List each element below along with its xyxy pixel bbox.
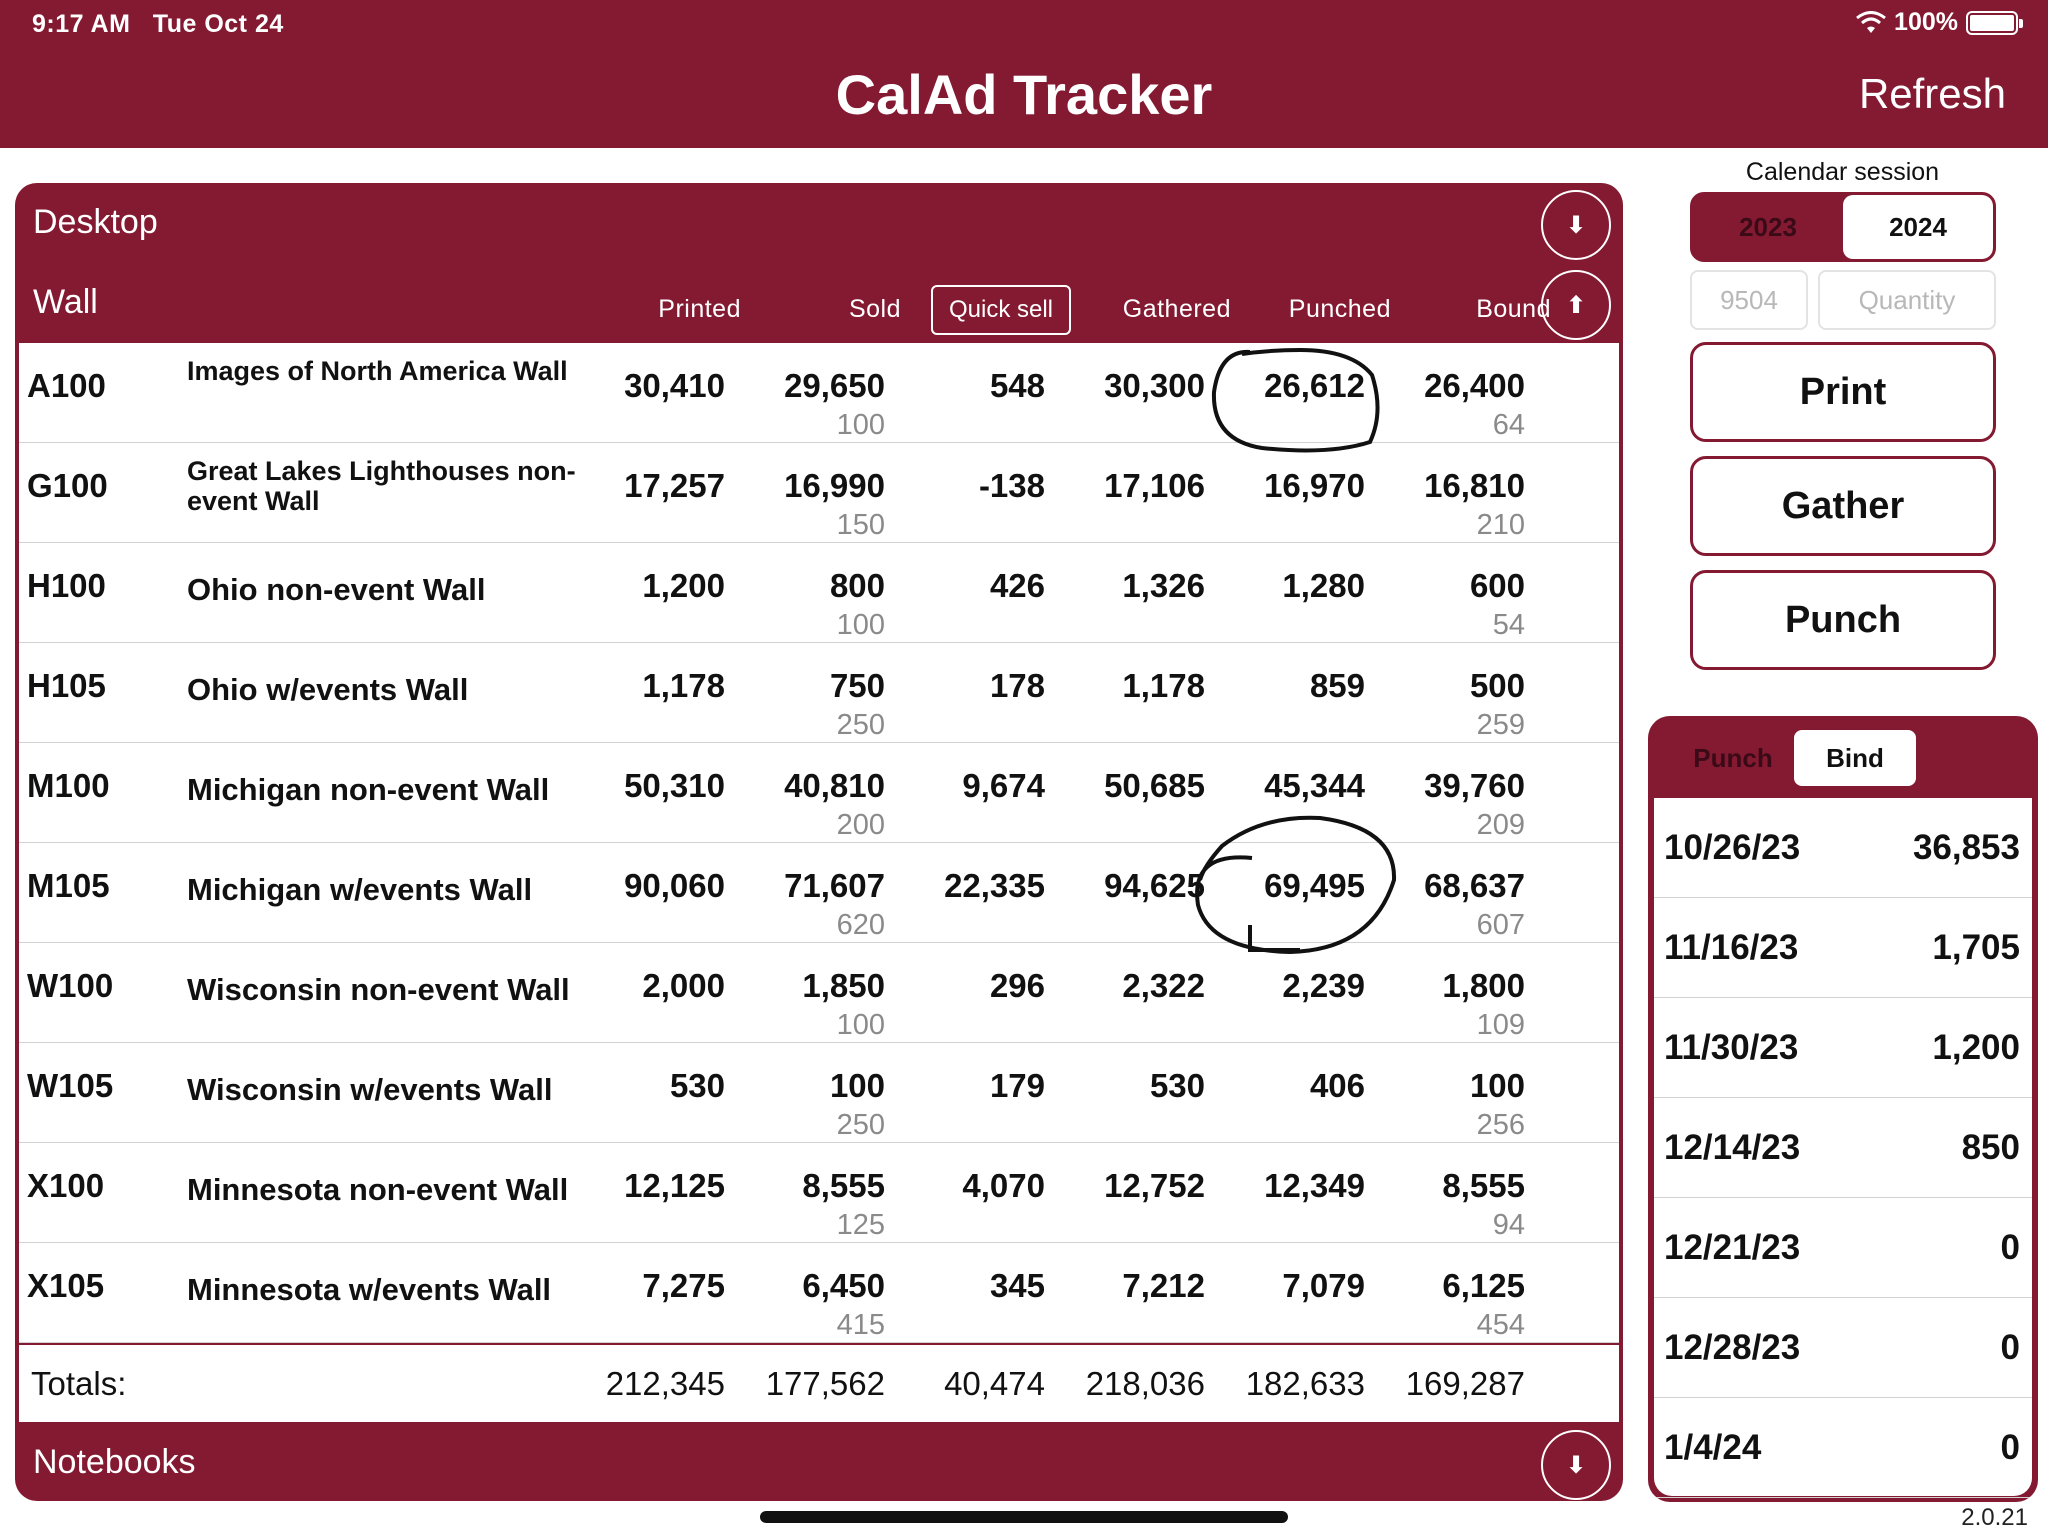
cell-bound: 6,125	[1442, 1267, 1525, 1304]
cell-sold-subvalue: 125	[836, 1209, 885, 1241]
product-name: Michigan non-event Wall	[187, 772, 550, 807]
cell-sold: 6,450	[802, 1267, 885, 1304]
cell-punched: 859	[1309, 667, 1365, 704]
section-title-notebooks: Notebooks	[33, 1443, 196, 1481]
cell-bound: 39,760	[1424, 767, 1525, 804]
cell-sold-subvalue: 150	[836, 509, 885, 541]
cell-bound-subvalue: 607	[1476, 909, 1525, 941]
arrow-down-icon[interactable]: ⬇	[1541, 190, 1611, 260]
cell-gathered: 30,300	[1104, 367, 1205, 404]
cell-punched: 69,495	[1264, 867, 1365, 904]
product-name: Ohio w/events Wall	[187, 672, 469, 707]
history-date: 12/21/23	[1664, 1228, 1801, 1267]
cell-sold: 71,607	[784, 867, 885, 904]
history-list	[1654, 798, 2032, 1496]
product-name: Images of North America Wall	[187, 356, 568, 386]
product-code: X105	[27, 1267, 105, 1304]
cell-gathered: 1,178	[1122, 667, 1205, 704]
history-row[interactable]	[1654, 1098, 2032, 1198]
wall-table	[19, 343, 1619, 1343]
cell-printed: 2,000	[642, 967, 725, 1004]
history-value: 0	[2000, 1428, 2020, 1467]
cell-sold: 29,650	[784, 367, 885, 404]
cell-punched: 7,079	[1282, 1267, 1365, 1304]
history-card	[1648, 716, 2038, 1502]
status-bar-right	[1856, 8, 2018, 37]
cell-gathered: 50,685	[1104, 767, 1205, 804]
history-tabs	[1652, 730, 1916, 786]
cell-bound: 1,800	[1442, 967, 1525, 1004]
cell-bound-subvalue: 54	[1492, 609, 1525, 641]
arrow-down-icon[interactable]: ⬇	[1541, 1430, 1611, 1500]
cell-bound-subvalue: 64	[1492, 409, 1525, 441]
total-gathered: 218,036	[1085, 1365, 1205, 1402]
cell-bound-subvalue: 209	[1476, 809, 1525, 841]
product-name: Great Lakes Lighthouses non-event Wall	[187, 456, 576, 516]
column-gathered: Gathered	[1122, 295, 1231, 323]
product-name: Wisconsin w/events Wall	[187, 1072, 553, 1107]
wifi-icon	[1856, 11, 1886, 35]
history-row[interactable]	[1654, 798, 2032, 898]
cell-sold-subvalue: 250	[836, 709, 885, 741]
cell-sold: 8,555	[802, 1167, 885, 1204]
table-row[interactable]	[19, 543, 1619, 643]
table-row[interactable]	[19, 943, 1619, 1043]
cell-sold: 1,850	[802, 967, 885, 1004]
year-2023-tab[interactable]: 2023	[1739, 211, 1797, 242]
cell-sold: 40,810	[784, 767, 885, 804]
battery-icon	[1966, 11, 2018, 35]
totals-label: Totals:	[31, 1365, 127, 1402]
cell-sold-subvalue: 620	[836, 909, 885, 941]
home-indicator	[760, 1511, 1288, 1523]
cell-quick: 4,070	[962, 1167, 1045, 1204]
cell-quick: 179	[989, 1067, 1045, 1104]
product-card	[15, 183, 1623, 1501]
cell-bound: 16,810	[1424, 467, 1525, 504]
history-value: 0	[2000, 1328, 2020, 1367]
history-row[interactable]	[1654, 1298, 2032, 1398]
cell-gathered: 17,106	[1104, 467, 1205, 504]
cell-quick: 426	[989, 567, 1045, 604]
total-printed: 212,345	[605, 1365, 725, 1402]
cell-quick: 548	[989, 367, 1045, 404]
product-code: W100	[27, 967, 114, 1004]
product-code: W105	[27, 1067, 114, 1104]
product-name: Wisconsin non-event Wall	[187, 972, 570, 1007]
product-code: X100	[27, 1167, 105, 1204]
product-code: H105	[27, 667, 106, 704]
cell-punched: 16,970	[1264, 467, 1365, 504]
product-code: H100	[27, 567, 106, 604]
tab-bind[interactable]: Bind	[1794, 730, 1916, 786]
total-sold: 177,562	[765, 1365, 885, 1402]
history-row[interactable]	[1654, 1198, 2032, 1298]
total-quick-sell: 40,474	[944, 1365, 1045, 1402]
history-date: 12/14/23	[1664, 1128, 1801, 1167]
cell-printed: 1,200	[642, 567, 725, 604]
history-row[interactable]	[1654, 998, 2032, 1098]
cell-quick: 178	[989, 667, 1045, 704]
cell-bound-subvalue: 94	[1492, 1209, 1525, 1241]
table-row[interactable]	[19, 1143, 1619, 1243]
history-row[interactable]	[1654, 898, 2032, 998]
cell-bound-subvalue: 256	[1476, 1109, 1525, 1141]
punch-button[interactable]: Punch	[1690, 570, 1996, 670]
cell-gathered: 1,326	[1122, 567, 1205, 604]
cell-printed: 12,125	[624, 1167, 725, 1204]
cell-bound-subvalue: 109	[1476, 1009, 1525, 1041]
cell-bound-subvalue: 259	[1476, 709, 1525, 741]
cell-quick: -138	[978, 467, 1045, 504]
status-date: Tue Oct 24	[152, 10, 284, 38]
cell-bound: 100	[1469, 1067, 1525, 1104]
history-date: 11/30/23	[1664, 1028, 1799, 1067]
cell-gathered: 12,752	[1104, 1167, 1205, 1204]
column-printed: Printed	[658, 295, 741, 323]
table-row[interactable]	[19, 743, 1619, 843]
cell-printed: 1,178	[642, 667, 725, 704]
status-bar-clock	[32, 10, 284, 39]
table-row[interactable]	[19, 1243, 1619, 1343]
history-date: 11/16/23	[1664, 928, 1799, 967]
totals-row	[19, 1343, 1619, 1422]
cell-sold-subvalue: 100	[836, 1009, 885, 1041]
column-bound: Bound	[1476, 295, 1551, 323]
cell-printed: 530	[669, 1067, 725, 1104]
product-code: M105	[27, 867, 110, 904]
year-selector	[1690, 192, 1996, 262]
cell-punched: 26,612	[1264, 367, 1365, 404]
total-bound: 169,287	[1405, 1365, 1525, 1402]
status-time: 9:17 AM	[32, 10, 131, 38]
cell-printed: 7,275	[642, 1267, 725, 1304]
tab-punch[interactable]: Punch	[1693, 742, 1773, 773]
cell-gathered: 94,625	[1104, 867, 1205, 904]
product-name: Minnesota non-event Wall	[187, 1172, 569, 1207]
cell-printed: 30,410	[624, 367, 725, 404]
cell-bound: 500	[1469, 667, 1525, 704]
history-row[interactable]	[1654, 1398, 2032, 1498]
cell-sold-subvalue: 415	[836, 1309, 885, 1341]
total-punched: 182,633	[1245, 1365, 1365, 1402]
product-name: Ohio non-event Wall	[187, 572, 486, 607]
battery-percent: 100%	[1894, 8, 1958, 36]
table-row[interactable]	[19, 1043, 1619, 1143]
history-value: 0	[2000, 1228, 2020, 1267]
product-name: Michigan w/events Wall	[187, 872, 533, 907]
cell-quick: 296	[989, 967, 1045, 1004]
cell-sold-subvalue: 100	[836, 409, 885, 441]
table-row[interactable]	[19, 343, 1619, 443]
column-sold: Sold	[848, 295, 901, 323]
year-2024-tab[interactable]: 2024	[1843, 195, 1993, 259]
history-value: 850	[1961, 1128, 2020, 1167]
table-row[interactable]	[19, 643, 1619, 743]
history-value: 1,705	[1932, 928, 2020, 967]
cell-sold: 16,990	[784, 467, 885, 504]
section-title-wall: Wall	[33, 283, 98, 321]
product-code: G100	[27, 467, 108, 504]
app-title: CalAd Tracker	[835, 63, 1213, 126]
product-code: A100	[27, 367, 106, 404]
cell-sold-subvalue: 100	[836, 609, 885, 641]
print-button[interactable]: Print	[1690, 342, 1996, 442]
cell-printed: 17,257	[624, 467, 725, 504]
cell-bound: 8,555	[1442, 1167, 1525, 1204]
history-date: 10/26/23	[1664, 828, 1801, 867]
cell-quick: 345	[989, 1267, 1045, 1304]
quantity-field[interactable]: Quantity	[1818, 270, 1996, 330]
cell-sold-subvalue: 250	[836, 1109, 885, 1141]
quick-sell-button[interactable]: Quick sell	[931, 285, 1071, 335]
gather-button[interactable]: Gather	[1690, 456, 1996, 556]
history-value: 36,853	[1912, 828, 2020, 867]
column-punched: Punched	[1288, 295, 1391, 323]
app-header	[0, 0, 2048, 148]
table-row[interactable]	[19, 443, 1619, 543]
cell-printed: 90,060	[624, 867, 725, 904]
section-title-desktop: Desktop	[33, 203, 158, 241]
cell-gathered: 2,322	[1122, 967, 1205, 1004]
cell-quick: 22,335	[944, 867, 1045, 904]
product-name: Minnesota w/events Wall	[187, 1272, 552, 1307]
cell-bound-subvalue: 210	[1476, 509, 1525, 541]
cell-printed: 50,310	[624, 767, 725, 804]
cell-gathered: 530	[1149, 1067, 1205, 1104]
cell-sold: 750	[829, 667, 885, 704]
history-date: 12/28/23	[1664, 1328, 1801, 1367]
cell-sold: 100	[829, 1067, 885, 1104]
arrow-up-icon[interactable]: ⬆	[1541, 270, 1611, 340]
table-row[interactable]	[19, 843, 1619, 943]
cell-punched: 45,344	[1264, 767, 1365, 804]
product-code-field[interactable]: 9504	[1690, 270, 1808, 330]
cell-sold: 800	[829, 567, 885, 604]
product-code: M100	[27, 767, 110, 804]
cell-punched: 2,239	[1282, 967, 1365, 1004]
cell-punched: 406	[1309, 1067, 1365, 1104]
refresh-button[interactable]: Refresh	[1858, 70, 2006, 117]
cell-quick: 9,674	[962, 767, 1045, 804]
cell-bound: 68,637	[1424, 867, 1525, 904]
cell-bound: 26,400	[1424, 367, 1525, 404]
cell-punched: 12,349	[1264, 1167, 1365, 1204]
cell-sold-subvalue: 200	[836, 809, 885, 841]
cell-bound-subvalue: 454	[1476, 1309, 1525, 1341]
cell-gathered: 7,212	[1122, 1267, 1205, 1304]
app-version: 2.0.21	[1961, 1504, 2028, 1531]
cell-bound: 600	[1469, 567, 1525, 604]
history-date: 1/4/24	[1664, 1428, 1762, 1467]
history-value: 1,200	[1932, 1028, 2020, 1067]
calendar-session-label: Calendar session	[1745, 158, 1940, 186]
cell-punched: 1,280	[1282, 567, 1365, 604]
